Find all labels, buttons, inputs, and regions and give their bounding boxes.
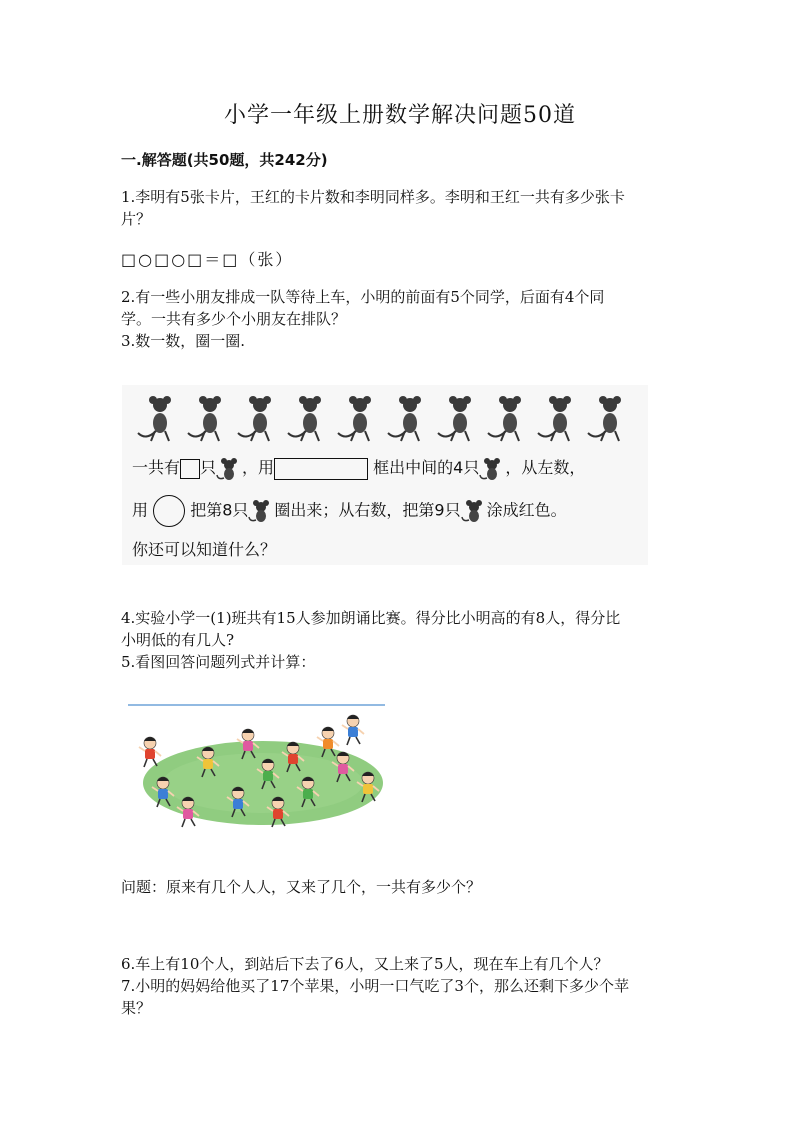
answer-rectangle <box>274 458 368 480</box>
section-heading: 一.解答题(共50题，共242分) <box>121 151 328 169</box>
question-3: 3.数一数，圈一圈. <box>121 332 246 350</box>
children-playing-illustration <box>128 703 385 833</box>
mouse-icon <box>338 396 371 441</box>
figure-text: ，从左数， <box>505 458 586 477</box>
question-1-blanks: □○□○□＝□（张） <box>121 250 294 269</box>
question-5-prompt: 问题：原来有几个人人，又来了几个，一共有多少个？ <box>121 878 482 896</box>
mouse-icon <box>538 396 571 441</box>
figure-text: 用 <box>132 500 149 520</box>
answer-square <box>180 459 200 479</box>
question-7-line-1: 7.小明的妈妈给他买了17个苹果，小明一口气吃了3个，那么还剩下多少个苹 <box>121 977 629 995</box>
mouse-icon <box>216 456 242 482</box>
question-2-line-1: 2.有一些小朋友排成一队等待上车，小明的前面有5个同学，后面有4个同 <box>121 288 605 306</box>
question-2-line-2: 学。一共有多少个小朋友在排队？ <box>121 310 347 328</box>
figure-text: 只 <box>200 458 217 477</box>
figure-line-3: 你还可以知道什么？ <box>132 540 277 559</box>
mouse-icon <box>388 396 421 441</box>
mice-row <box>136 393 646 443</box>
mouse-icon <box>438 396 471 441</box>
question-5: 5.看图回答问题列式并计算： <box>121 653 316 671</box>
question-7-line-2: 果？ <box>121 999 152 1017</box>
mouse-icon <box>488 396 521 441</box>
figure-text: 涂成红色。 <box>486 500 567 520</box>
page-title: 小学一年级上册数学解决问题50道 <box>224 103 576 128</box>
figure-line-1 <box>132 455 585 482</box>
mouse-icon <box>588 396 621 441</box>
figure-text: 一共有 <box>132 458 181 477</box>
child-figure <box>342 715 364 745</box>
figure-text: ，用 <box>242 458 275 477</box>
figure-text: 圈出来；从右数，把第9只 <box>274 500 461 520</box>
question-1-line-2: 片？ <box>121 210 152 228</box>
question-1-line-1: 1.李明有5张卡片，王红的卡片数和李明同样多。李明和王红一共有多少张卡 <box>121 188 625 206</box>
question-6: 6.车上有10个人，到站后下去了6人，又上来了5人，现在车上有几个人？ <box>121 955 609 973</box>
child-figure <box>139 737 161 767</box>
mouse-icon <box>461 498 487 524</box>
mouse-icon <box>138 396 171 441</box>
figure-line-2 <box>132 495 567 527</box>
mouse-icon <box>188 396 221 441</box>
answer-circle <box>153 495 185 527</box>
figure-text: 把第8只 <box>190 500 249 520</box>
question-4-line-2: 小明低的有几人? <box>121 631 235 649</box>
mouse-icon <box>479 456 505 482</box>
question-4-line-1: 4.实验小学一(1)班共有15人参加朗诵比赛。得分比小明高的有8人，得分比 <box>121 609 621 627</box>
figure-text: 框出中间的4只 <box>373 458 480 477</box>
mice-counting-figure <box>122 385 648 565</box>
mouse-icon <box>238 396 271 441</box>
mouse-icon <box>248 498 274 524</box>
mouse-icon <box>288 396 321 441</box>
